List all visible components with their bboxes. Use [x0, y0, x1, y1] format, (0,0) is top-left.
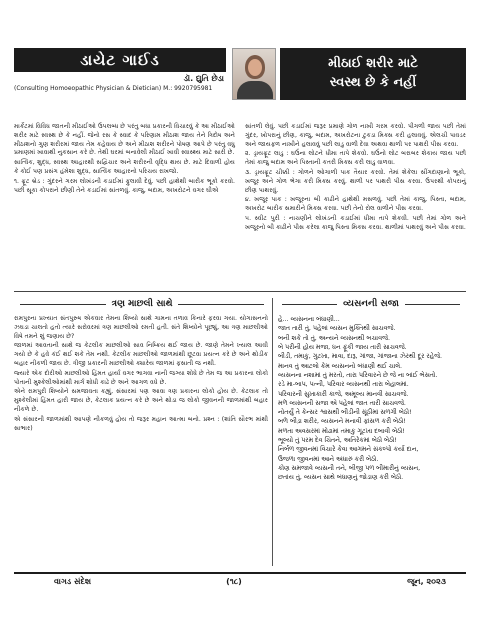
article-body — [14, 123, 466, 234]
footer-rule — [14, 572, 466, 574]
poem-line: જાત તારી તું, પહેલાં વ્યસન મુક્તિથી સાચવજે. — [278, 325, 396, 333]
paragraph: જાળમાં આવતાની સાથે જ કેટલીક માછલીઓ સાવ નિષ્ક્રિય થઈ જાય છે. જાણે તેમને ખ્યાલ આવી ગયો છે કે હવે કંઈ થઈ શકે તેમ નથી. કેટલીક માછલીઓ જાળમાંથી છૂટવા પ્રયત્ન કરે છે અને થોડીક બહાર નીકળી જાય છે. ત્રીજી પ્રકારની માછલીઓ ક્યારેય જાળમાં ફસાતી જ નથી. — [14, 342, 268, 367]
column-title: ડાયેટ ગાઈડ — [14, 48, 226, 72]
poem-line: કોણ સમજાવે વ્યસની તને, બીજી પળ બીમારીનું વ્યસન, — [278, 465, 421, 472]
poem-line: હે... વ્યસનના બંધાણી... — [278, 316, 340, 323]
paragraph: એને રામપુરી શિષ્યોને સમજાવતા કહ્યું, સંસારમાં પણ આવા ત્રણ પ્રકારના લોકો હોય છે. કેટલાક તો મુશ્કેલીમાં હિંમત હારી જાય છે, કેટલાક પ્રયત્ન કરે છે અને થોડા જ લોકો જીવનની જાળમાંથી બહાર નીકળે છે. — [14, 388, 268, 413]
column-divider — [272, 298, 273, 566]
paragraph: એ સંસારની જાળમાંથી આપણે નીકળવું હોય તો જરૂર મહાન આત્મા બનો. પ્રશ્ન : (શાંતિ સૌરભ માંથી સાભાર) — [14, 415, 268, 432]
poem-line: મળતા અવસરમાં મોઢામાં તમાકુ ગૂટખા દબાવી બેઠો! — [278, 427, 405, 435]
paragraph: સાત્વિક, શુદ્ધ, સ્વસ્થ આહારથી સદ્વિચાર અને શરીરની વૃદ્ધિ થાય છે. માટે દિવાળી હોય કે કોઈ પણ પ્રસંગ હંમેશા શુદ્ધ, સાત્વિક આહારનો પરિચય રાખજો. — [14, 159, 235, 175]
poem-heading: વ્યસનની સજા — [276, 296, 466, 312]
section-divider — [14, 291, 466, 292]
magazine-name: વાગડ સંદેશ — [54, 577, 92, 586]
poem-line: બે પરીની હોય મજા, ધન ફૂંકી જાય તારી સાચવજે. — [278, 343, 407, 351]
poem-line: ઉજળા જીવનમાં આને અંધારું કરી બેઠો. — [278, 455, 379, 463]
author-photo — [232, 48, 276, 100]
paragraph: રામપુરના પ્રખ્યાત સંતપુરુષ એકવાર તેમના શિષ્યો સાથે ગામના તળાવ કિનારે ફરવા ગયા. યોગાસનનો ઝઘડા ચાલતો હતો ત્યારે સરોવરમાં ત્રણ માછલીઓ રમતી હતી. સંતે શિષ્યોને પૂછ્યું, આ ત્રણ માછલીઓ વિષે તમને શું જણાય છે? — [14, 315, 268, 340]
story-body — [14, 315, 268, 434]
poem-line: મળે વ્યસનની સજા એ પહેલાં જાત તારી સાચવજે. — [278, 399, 406, 407]
article-header — [14, 48, 466, 120]
article-column-right — [245, 123, 466, 234]
issue-date: જૂન, ૨૦૨૩ — [407, 577, 446, 586]
paragraph: ૩. ડ્રાયફ્રૂટ ચીક્કી : ગોળને ઓગાળી પાક તૈયાર કરવો. તેમાં શેકેલા સીંગદાણાનો ભૂકો, ખજૂર અને ગોળ ભેગા કરી મિક્સ કરવું. થાળી પર પાથરી પીસ કરવા. ઉપરથી કોપરાનું છીણ પાથરવું. — [245, 168, 466, 194]
poem-body — [278, 315, 466, 483]
poem-line: વ્યસનના નશામાં તું મરતો, તારા પરિવારને છે જે ના બાંઈ ભેસતો. — [278, 371, 438, 379]
poem-line: પરિવારની સુખાકારી કાજે, અમૂલ્ય માનવી સાચવજે. — [278, 390, 409, 398]
paragraph: જ્યારે એક દોરીઓ માછલીઓ હિંમત હાર્યા વગર ભાગવા નાની જગ્યા શોધે છે તેમ જ આ પ્રકારના લોકો પોતાની મુશ્કેલીઓમાંથી માર્ગ શોધી કાઢે છે અને આગળ વધે છે. — [14, 369, 268, 386]
poem-line: બીડી, તમાકુ, ગુટખા, માવા, દારૂ, ગાંજા, ગાંજાના ઝેરથી દૂર રહેજે. — [278, 353, 443, 361]
paragraph: ૪. ખજૂર પાક : ખજૂરના બી કાઢીને હાથેથી મસળવું. પછી તેમાં કાજુ, પિસ્તા, બદામ, અખરોટ બારીક સમારીને મિક્સ કરવા. પછી તેનો રોલ વાળીને પીસ કરવા. — [245, 196, 466, 213]
story-heading: ત્રણ માછલી સાથે — [14, 296, 270, 312]
poem-line: રડે મા-બાપ, પત્ની, પરિવાર વ્યસનથી તારા બેહાલમાં. — [278, 381, 409, 389]
article-column-left — [14, 123, 235, 234]
poem-line: નોતર્યું તે કેન્સર શ્વાસથી બીડીની સૂંઠીમાં સળગી બેઠો! — [278, 409, 412, 417]
poem-line: માનવ તું આટલો કેમ વ્યસનનો બંધાણી થઈ ચાલે. — [278, 362, 403, 370]
poem-line: ભૂલ્યો તું પરમ દેવ ચિંતને, અતિરેકમાં બેઠો બેઠો! — [278, 437, 397, 445]
author-credentials: (Consulting Homoeopathic Physician & Dietician) M.: 9920795981 — [14, 85, 213, 92]
poem-line: નિર્બળ જીવનમાં વિચારે કેવા આગમને સંકલ્પો કર્યા દાન, — [278, 446, 419, 454]
paragraph: ૧. ફ્રૂટ બ્રેડ : ગુંદરને ગરમ લોખંડની કડાઈમાં ફુલાવી દેવું. પછી હાથેથી બારીક ભૂકો કરવો. પછી સૂકા કોપરાને છીણી તેને કડાઈમાં સાંતળવું. કાજુ, બદામ, અખરોટને વગર ઘીએ — [14, 177, 235, 194]
article-title-line2: સ્વસ્થ છે કે નહીં — [329, 75, 417, 90]
page-number: (૧૮) — [226, 577, 242, 586]
paragraph: ૫. સ્વીટ પુરી : નાચણીને લોખંડની કડાઈમાં ધીમા તાપે શેકવી. પછી તેમાં ગોળ અને ખજૂરનો બી કાઢીને પીસ કરેલા કાજુ પિસ્તા મિક્સ કરવા. થાળીમાં પાથરવું અને પીસ કરવા. — [245, 214, 466, 231]
paragraph: સાંતળી લેવું. પછી કડાઈમાં જરૂર પ્રમાણે ગોળ નાખી ગરમ કરવો. પીગળી જાય પછી તેમાં ગુંદર, ખોપરાનું છીણ, કાજુ, બદામ, અખરોટના ટુકડા મિક્સ કરી હલાવવું. એલચી પાવડર અને જાયફળ નાખીને હલાવવું પછી લાડુ વાળી દેવા અથવા થાળી પર પાથરી પીસ કરવા. — [245, 123, 466, 148]
page-footer — [14, 576, 466, 590]
paragraph: માર્કેટમાં વિવિધ જાતની મીઠાઈઓ ઉપલબ્ધ છે પરંતુ બધા પ્રકારની વિચારવું કે આ મીઠાઈઓ શરીર માટે સ્વસ્થ છે કે નહીં. જેનો રસ કે સ્વાદ કે પરિણામ મીઠાશ જાય તેને ત્રિદોષ અને મીઠાશનો ગુણ શરીરમાં જાય તેમ કહેવાય છે અને મીઠાશ શરીરને પોષણ આપે છે પરંતુ વધુ પ્રમાણમાં ખાવાથી નુકસાન કરે છે. તેથી ઘરમાં બનાવેલી મીઠાઈ ખાવી સ્વાસ્થ્ય માટે સારી છે. — [14, 123, 235, 157]
article-title-line1: મીઠાઈ શરીર માટે — [328, 56, 418, 72]
paragraph: ૨. ડ્રાયફ્રૂટ લાડુ : ઘઉંના લોટને ધીમા તાપે શેકવો. ઘઉંનો લોટ બરાબર શેકાય જાય પછી તેમાં કાજુ બદામ અને પિસ્તાની કતરી મિક્સ કરી લાડુ વાળવા. — [245, 150, 466, 167]
author-name: ડૉ. દ્યુતિ છેડા — [183, 74, 224, 83]
poem-line: બની શકે તો તું, અન્યને વ્યસનથી બચાવજે. — [278, 334, 390, 342]
poem-line: બળે બીડ઼ા શરીર, વ્યસનને મનાવી ફાંસળ કરી બેઠો! — [278, 418, 406, 426]
article-title — [280, 48, 466, 100]
poem-line: છતાંય તું, વ્યસન સાથે બંધાણનું જોડાણ કરી બેઠો. — [278, 474, 404, 482]
